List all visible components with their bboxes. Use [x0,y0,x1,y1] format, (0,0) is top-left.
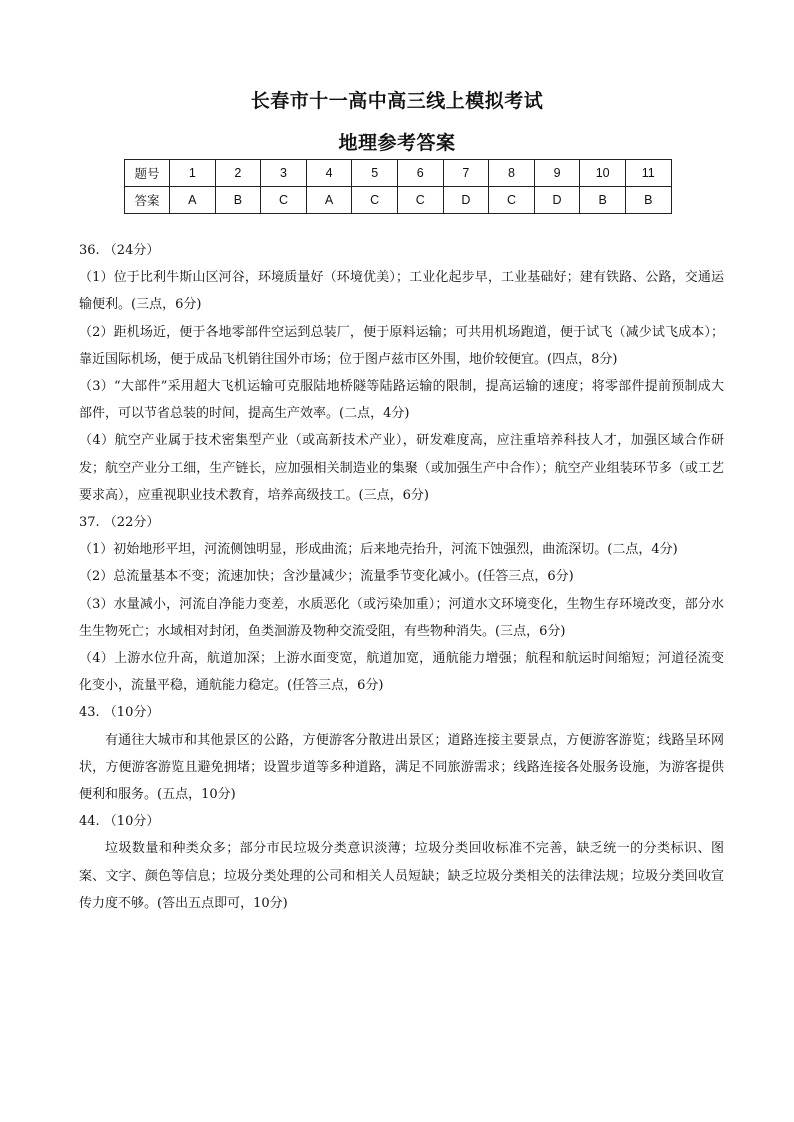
question-36-part-2: （2）距机场近，便于各地零部件空运到总装厂，便于原料运输；可共用机场跑道，便于试飞（减少试飞成本）；靠近国际机场，便于成品飞机销往国外市场；位于图卢兹市区外围，地价较便宜。(四点，8分) [79,324,724,367]
question-number: 4 [306,160,352,187]
answer-cell: B [580,187,626,214]
question-number: 2 [215,160,261,187]
answer-cell: A [306,187,352,214]
question-number: 11 [625,160,671,187]
question-number: 7 [443,160,489,187]
question-36-part-4: （4）航空产业属于技术密集型产业（或高新技术产业），研发难度高，应注重培养科技人才，加强区域合作研发；航空产业分工细，生产链长，应加强相关制造业的集聚（或加强生产中合作）；航空产业组装环节多（或工艺要求高），应重视职业技术教育，培养高级技工。(三点，6分) [79,433,724,503]
answer-cell: B [625,187,671,214]
answer-row [125,187,672,214]
answer-content [79,237,724,917]
answer-cell: C [489,187,535,214]
answer-cell: D [534,187,580,214]
answer-cell: D [443,187,489,214]
question-number: 5 [352,160,398,187]
question-number: 6 [397,160,443,187]
question-44-answer: 垃圾数量和种类众多；部分市民垃圾分类意识淡薄；垃圾分类回收标准不完善，缺乏统一的分类标识、图案、文字、颜色等信息；垃圾分类处理的公司和相关人员短缺；缺乏垃圾分类相关的法律法规；垃圾分类回收宣传力度不够。(答出五点即可，10分) [79,841,724,911]
question-number: 8 [489,160,535,187]
question-37-part-4: （4）上游水位升高，航道加深；上游水面变宽，航道加宽，通航能力增强；航程和航运时间缩短；河道径流变化变小，流量平稳，通航能力稳定。(任答三点，6分) [79,651,724,694]
answer-table [124,159,672,214]
question-44-heading: 44. （10分） [79,814,160,830]
question-37-part-1: （1）初始地形平坦，河流侧蚀明显，形成曲流；后来地壳抬升，河流下蚀强烈，曲流深切。(二点，4分) [79,542,678,558]
question-37-heading: 37. （22分） [79,515,160,531]
question-number: 1 [170,160,216,187]
question-36-part-3: （3）“大部件”采用超大飞机运输可克服陆地桥隧等陆路运输的限制，提高运输的速度；将零部件提前预制成大部件，可以节省总装的时间，提高生产效率。(二点，4分) [79,379,724,422]
document-subtitle: 地理参考答案 [338,132,456,154]
question-36-part-1: （1）位于比利牛斯山区河谷，环境质量好（环境优美）；工业化起步早，工业基础好；建有铁路、公路，交通运输便利。(三点，6分) [79,270,724,313]
question-number-row [125,160,672,187]
answer-cell: B [215,187,261,214]
answer-cell: C [397,187,443,214]
answer-cell: C [352,187,398,214]
document-title: 长春市十一高中高三线上模拟考试 [250,90,544,112]
question-37-part-3: （3）水量减小，河流自净能力变差，水质恶化（或污染加重）；河道水文环境变化，生物生存环境改变，部分水生生物死亡；水域相对封闭，鱼类洄游及物种交流受阻，有些物种消失。(三点，6分) [79,596,724,639]
answer-cell: C [261,187,307,214]
question-number: 3 [261,160,307,187]
question-36-heading: 36. （24分） [79,243,160,258]
row-label-numbers: 题号 [125,160,170,187]
row-label-answers: 答案 [125,187,170,214]
question-43-answer: 有通往大城市和其他景区的公路，方便游客分散进出景区；道路连接主要景点，方便游客游览；线路呈环网状，方便游客游览且避免拥堵；设置步道等多种道路，满足不同旅游需求；线路连接各处服务设施，为游客提供便利和服务。(五点，10分) [79,732,724,803]
question-43-heading: 43. （10分） [79,705,160,721]
question-number: 10 [580,160,626,187]
question-37-part-2: （2）总流量基本不变；流速加快；含沙量减少；流量季节变化减小。(任答三点，6分) [79,569,574,585]
answer-cell: A [170,187,216,214]
question-number: 9 [534,160,580,187]
